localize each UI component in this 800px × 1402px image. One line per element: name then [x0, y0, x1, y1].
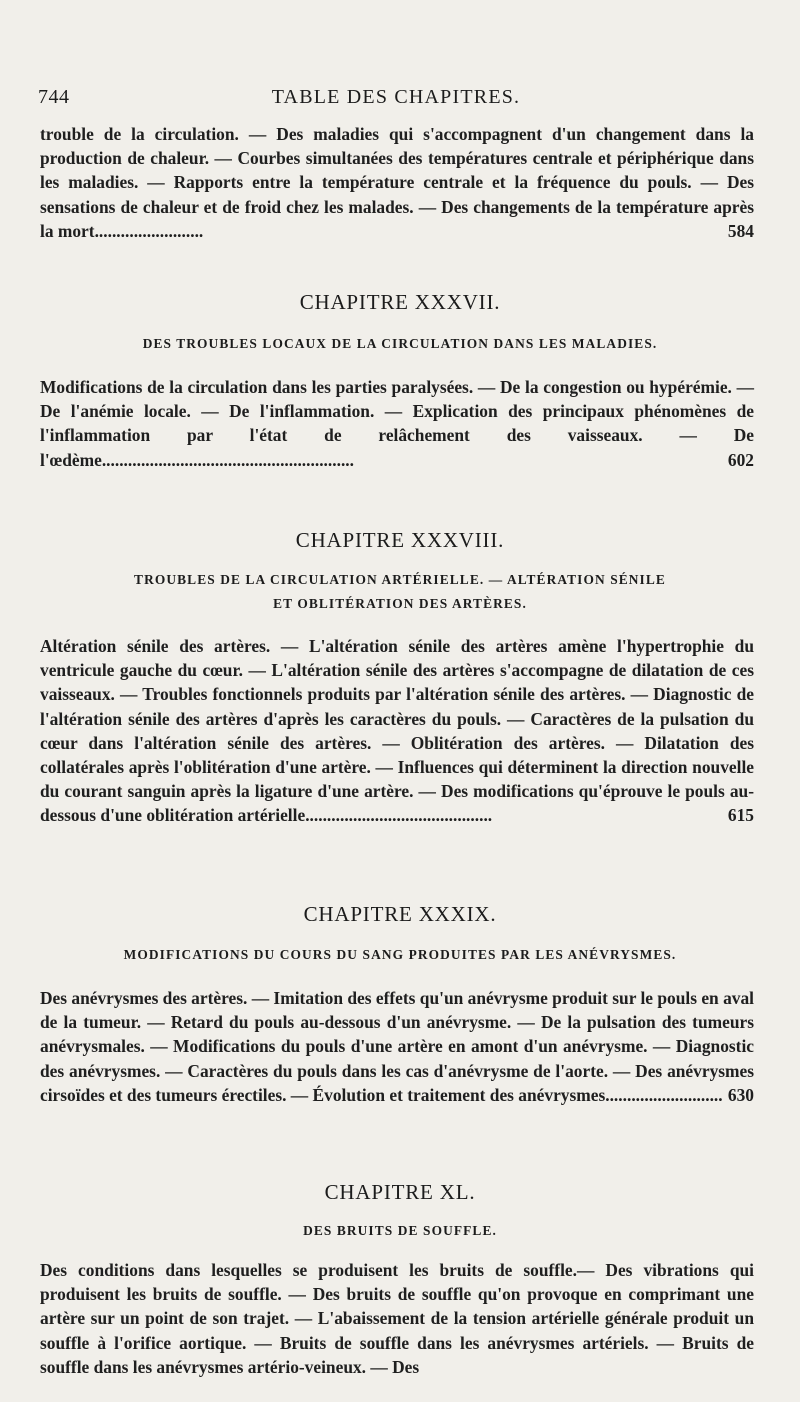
- page-header: [38, 86, 754, 116]
- intro-paragraph: [40, 122, 754, 243]
- page-number: 744: [38, 86, 70, 108]
- chapter-39-text: Des anévrysmes des artères. — Imitation des effets qu'un anévrysme produit sur le pouls en aval de la tumeur. — Retard du pouls au-dessous d'un anévrysme. — De la pulsation des tumeurs anévrysmales. — Modifications du pouls d'une artère en amont d'un anévrysme. — Diagnostic des anévrysmes. — Caractères du pouls dans les cas d'anévrysme de l'aorte. — Des anévrysmes cirsoïdes et des tumeurs érectiles. — Évolution et traitement des anévrysmes...........................: [40, 988, 754, 1105]
- chapter-37-paragraph: [40, 375, 754, 472]
- chapter-38-paragraph: [40, 634, 754, 828]
- chapter-38-text: Altération sénile des artères. — L'altération sénile des artères amène l'hypertrophie du ventricule gauche du cœur. — L'altération sénile des artères s'accompagne de dilatation de ces vaisseaux. — Troubles fonctionnels produits par l'altération sénile des artères. — Diagnostic de l'altération sénile des artères d'après les caractères du pouls. — Caractères de la pulsation du cœur dans l'altération sénile des artères. — Oblitération des artères. — Dilatation des collatérales après l'oblitération d'une artère. — Influences qui déterminent la direction nouvelle du courant sanguin après la ligature d'une artère. — Des modifications qu'éprouve le pouls au-dessous d'une oblitération artérielle...........................................: [40, 636, 754, 826]
- chapter-40-title: CHAPITRE XL.: [324, 1180, 476, 1204]
- chapter-39-title: CHAPITRE XXXIX.: [303, 902, 497, 926]
- chapter-39-paragraph: [40, 986, 754, 1107]
- running-title: TABLE DES CHAPITRES.: [271, 86, 521, 108]
- intro-page-ref: 584: [724, 219, 754, 243]
- intro-text: trouble de la circulation. — Des maladies qui s'accompagnent d'un changement dans la production de chaleur. — Courbes simultanées des températures centrale et périphérique dans les maladies. — Rapports entre la température centrale et la fréquence du pouls. — Des sensations de chaleur et de froid chez les malades. — Des changements de la température après la mort.........................: [40, 124, 754, 241]
- chapter-37-page-ref: 602: [724, 448, 754, 472]
- chapter-39-subtitle: MODIFICATIONS DU COURS DU SANG PRODUITES PAR LES ANÉVRYSMES.: [123, 947, 677, 962]
- chapter-37-subtitle: DES TROUBLES LOCAUX DE LA CIRCULATION DANS LES MALADIES.: [142, 336, 658, 351]
- chapter-40-text: Des conditions dans lesquelles se produisent les bruits de souffle.— Des vibrations qui produisent les bruits de souffle. — Des bruits de souffle qu'on provoque en comprimant une artère sur un point de son trajet. — L'abaissement de la tension artérielle générale produit un souffle à l'orifice aortique. — Bruits de souffle dans les anévrysmes artériels. — Bruits de souffle dans les anévrysmes artério-veineux. — Des: [40, 1260, 754, 1377]
- chapter-40-paragraph: [40, 1258, 754, 1379]
- chapter-38-subtitle-line-1: TROUBLES DE LA CIRCULATION ARTÉRIELLE. — ALTÉRATION SÉNILE: [134, 572, 666, 587]
- chapter-39-page-ref: 630: [724, 1083, 754, 1107]
- chapter-37-title: CHAPITRE XXXVII.: [299, 290, 501, 314]
- chapter-38-subtitle-line-2: ET OBLITÉRATION DES ARTÈRES.: [273, 596, 527, 611]
- chapter-38-page-ref: 615: [724, 803, 754, 827]
- chapter-37-text: Modifications de la circulation dans les parties paralysées. — De la congestion ou hypérémie. — De l'anémie locale. — De l'inflammation. — Explication des principaux phénomènes de l'inflammation par l'état de relâchement des vaisseaux. — De l'œdème..........................................................: [40, 377, 754, 470]
- chapter-40-subtitle: DES BRUITS DE SOUFFLE.: [303, 1223, 497, 1238]
- chapter-38-title: CHAPITRE XXXVIII.: [295, 528, 505, 552]
